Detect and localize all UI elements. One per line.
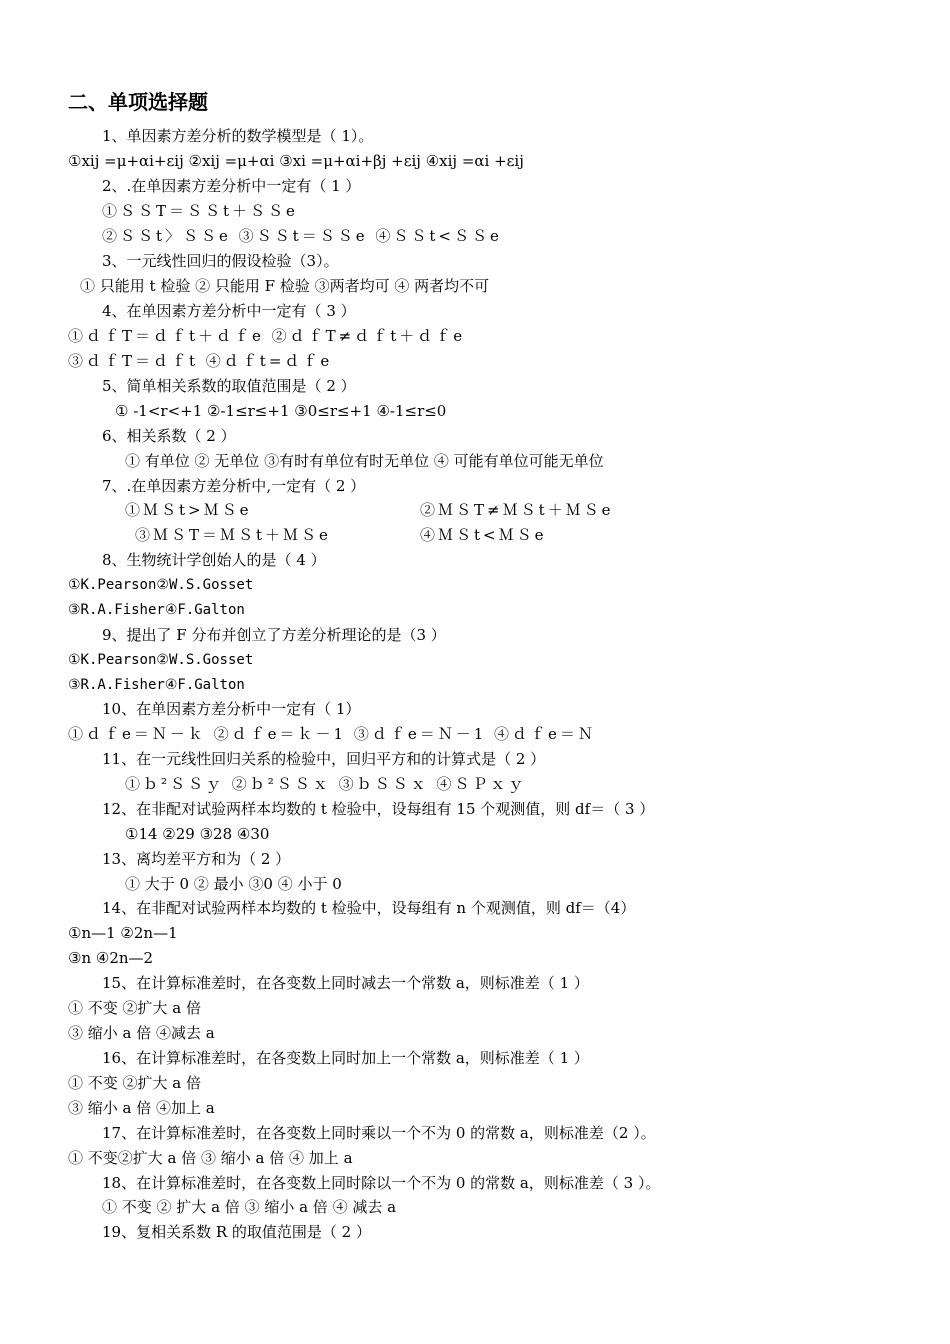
text-line: 14、在非配对试验两样本均数的 t 检验中，设每组有 n 个观测值，则 df＝（4） <box>102 899 636 917</box>
text-line: 16、在计算标准差时，在各变数上同时加上一个常数 a，则标准差（ 1 ） <box>102 1049 589 1067</box>
text-line: ① 不变 ②扩大 a 倍 <box>68 1074 202 1092</box>
text-line: ① 不变 ②扩大 a 倍 <box>68 999 202 1017</box>
text-line: ①ｂ²ＳＳｙ ②ｂ²ＳＳｘ ③ｂＳＳｘ ④ＳＰｘｙ <box>125 775 527 793</box>
text-line: ③R.A.Fisher④F.Galton <box>68 677 245 693</box>
text-line: ③ＭＳT＝ＭＳt＋ＭＳe <box>135 526 331 544</box>
text-line: 8、生物统计学创始人的是（ 4 ） <box>102 551 326 569</box>
text-line: 3、一元线性回归的假设检验（3）。 <box>102 252 339 270</box>
text-line: ③ 缩小 a 倍 ④加上 a <box>68 1099 215 1117</box>
section-title: 二、单项选择题 <box>68 90 208 114</box>
text-line: ① 不变 ② 扩大 a 倍 ③ 缩小 a 倍 ④ 减去 a <box>102 1198 397 1216</box>
text-line: ①ＭＳt>ＭＳe <box>125 501 252 519</box>
text-line: ①ＳＳT＝ＳＳt＋ＳＳe <box>102 202 298 220</box>
text-line: 15、在计算标准差时，在各变数上同时减去一个常数 a，则标准差（ 1 ） <box>102 974 589 992</box>
text-line: 18、在计算标准差时，在各变数上同时除以一个不为 0 的常数 a，则标准差（ 3 ）。 <box>102 1174 661 1192</box>
text-line: 7、.在单因素方差分析中,一定有（ 2 ） <box>102 477 366 495</box>
text-line: 11、在一元线性回归关系的检验中，回归平方和的计算式是（ 2 ） <box>102 750 546 768</box>
text-line: 5、简单相关系数的取值范围是（ 2 ） <box>102 377 356 395</box>
text-line: ① -1<r<+1 ②-1≤r≤+1 ③0≤r≤+1 ④-1≤r≤0 <box>115 402 447 420</box>
text-line: 13、离均差平方和为（ 2 ） <box>102 850 291 868</box>
text-line: ③ｄｆT＝ｄｆt ④ｄｆt=ｄｆe <box>68 352 333 370</box>
text-line: ①K.Pearson②W.S.Gosset <box>68 652 254 668</box>
text-line: ③R.A.Fisher④F.Galton <box>68 602 245 618</box>
text-line: ①14 ②29 ③28 ④30 <box>125 825 270 843</box>
text-line: ③ 缩小 a 倍 ④减去 a <box>68 1024 215 1042</box>
text-line: 2、.在单因素方差分析中一定有（ 1 ） <box>102 177 361 195</box>
text-line: ④ＭＳt<ＭＳe <box>420 526 547 544</box>
text-line: 12、在非配对试验两样本均数的 t 检验中，设每组有 15 个观测值，则 df＝（ 3 ） <box>102 800 655 818</box>
text-line: ②ＭＳT≠ＭＳt＋ＭＳe <box>420 501 614 519</box>
text-line: ① 只能用 t 检验 ② 只能用 F 检验 ③两者均可 ④ 两者均不可 <box>80 277 490 295</box>
text-line: 17、在计算标准差时，在各变数上同时乘以一个不为 0 的常数 a，则标准差（2 ）。 <box>102 1124 656 1142</box>
text-line: 6、相关系数（ 2 ） <box>102 427 236 445</box>
text-line: ②ＳＳt〉ＳＳe ③ＳＳt＝ＳＳe ④ＳＳt<ＳＳe <box>102 227 502 245</box>
text-line: 19、复相关系数 R 的取值范围是（ 2 ） <box>102 1223 371 1241</box>
text-line: ① 不变②扩大 a 倍 ③ 缩小 a 倍 ④ 加上 a <box>68 1149 353 1167</box>
text-line: ①n—1 ②2n—1 <box>68 924 178 942</box>
text-line: ①xij =μ+αi+εij ②xij =μ+αi ③xi =μ+αi+βj +εij ④xij =αi +εij <box>68 152 524 170</box>
text-line: ① 大于 0 ② 最小 ③0 ④ 小于 0 <box>125 875 342 893</box>
text-line: ①ｄｆe＝Ｎ－ｋ ②ｄｆe＝ｋ－1 ③ｄｆe＝Ｎ－1 ④ｄｆe＝Ｎ <box>68 725 596 743</box>
text-line: ①ｄｆT＝ｄｆt＋ｄｆe ②ｄｆT≠ｄｆt＋ｄｆe <box>68 327 466 345</box>
text-line: 9、提出了 F 分布并创立了方差分析理论的是（3 ） <box>102 626 446 644</box>
text-line: 1、单因素方差分析的数学模型是（ 1）。 <box>102 127 374 145</box>
text-line: 10、在单因素方差分析中一定有（ 1） <box>102 700 361 718</box>
text-line: ①K.Pearson②W.S.Gosset <box>68 577 254 593</box>
text-line: ① 有单位 ② 无单位 ③有时有单位有时无单位 ④ 可能有单位可能无单位 <box>125 452 604 470</box>
text-line: ③n ④2n—2 <box>68 949 154 967</box>
text-line: 4、在单因素方差分析中一定有（ 3 ） <box>102 302 356 320</box>
